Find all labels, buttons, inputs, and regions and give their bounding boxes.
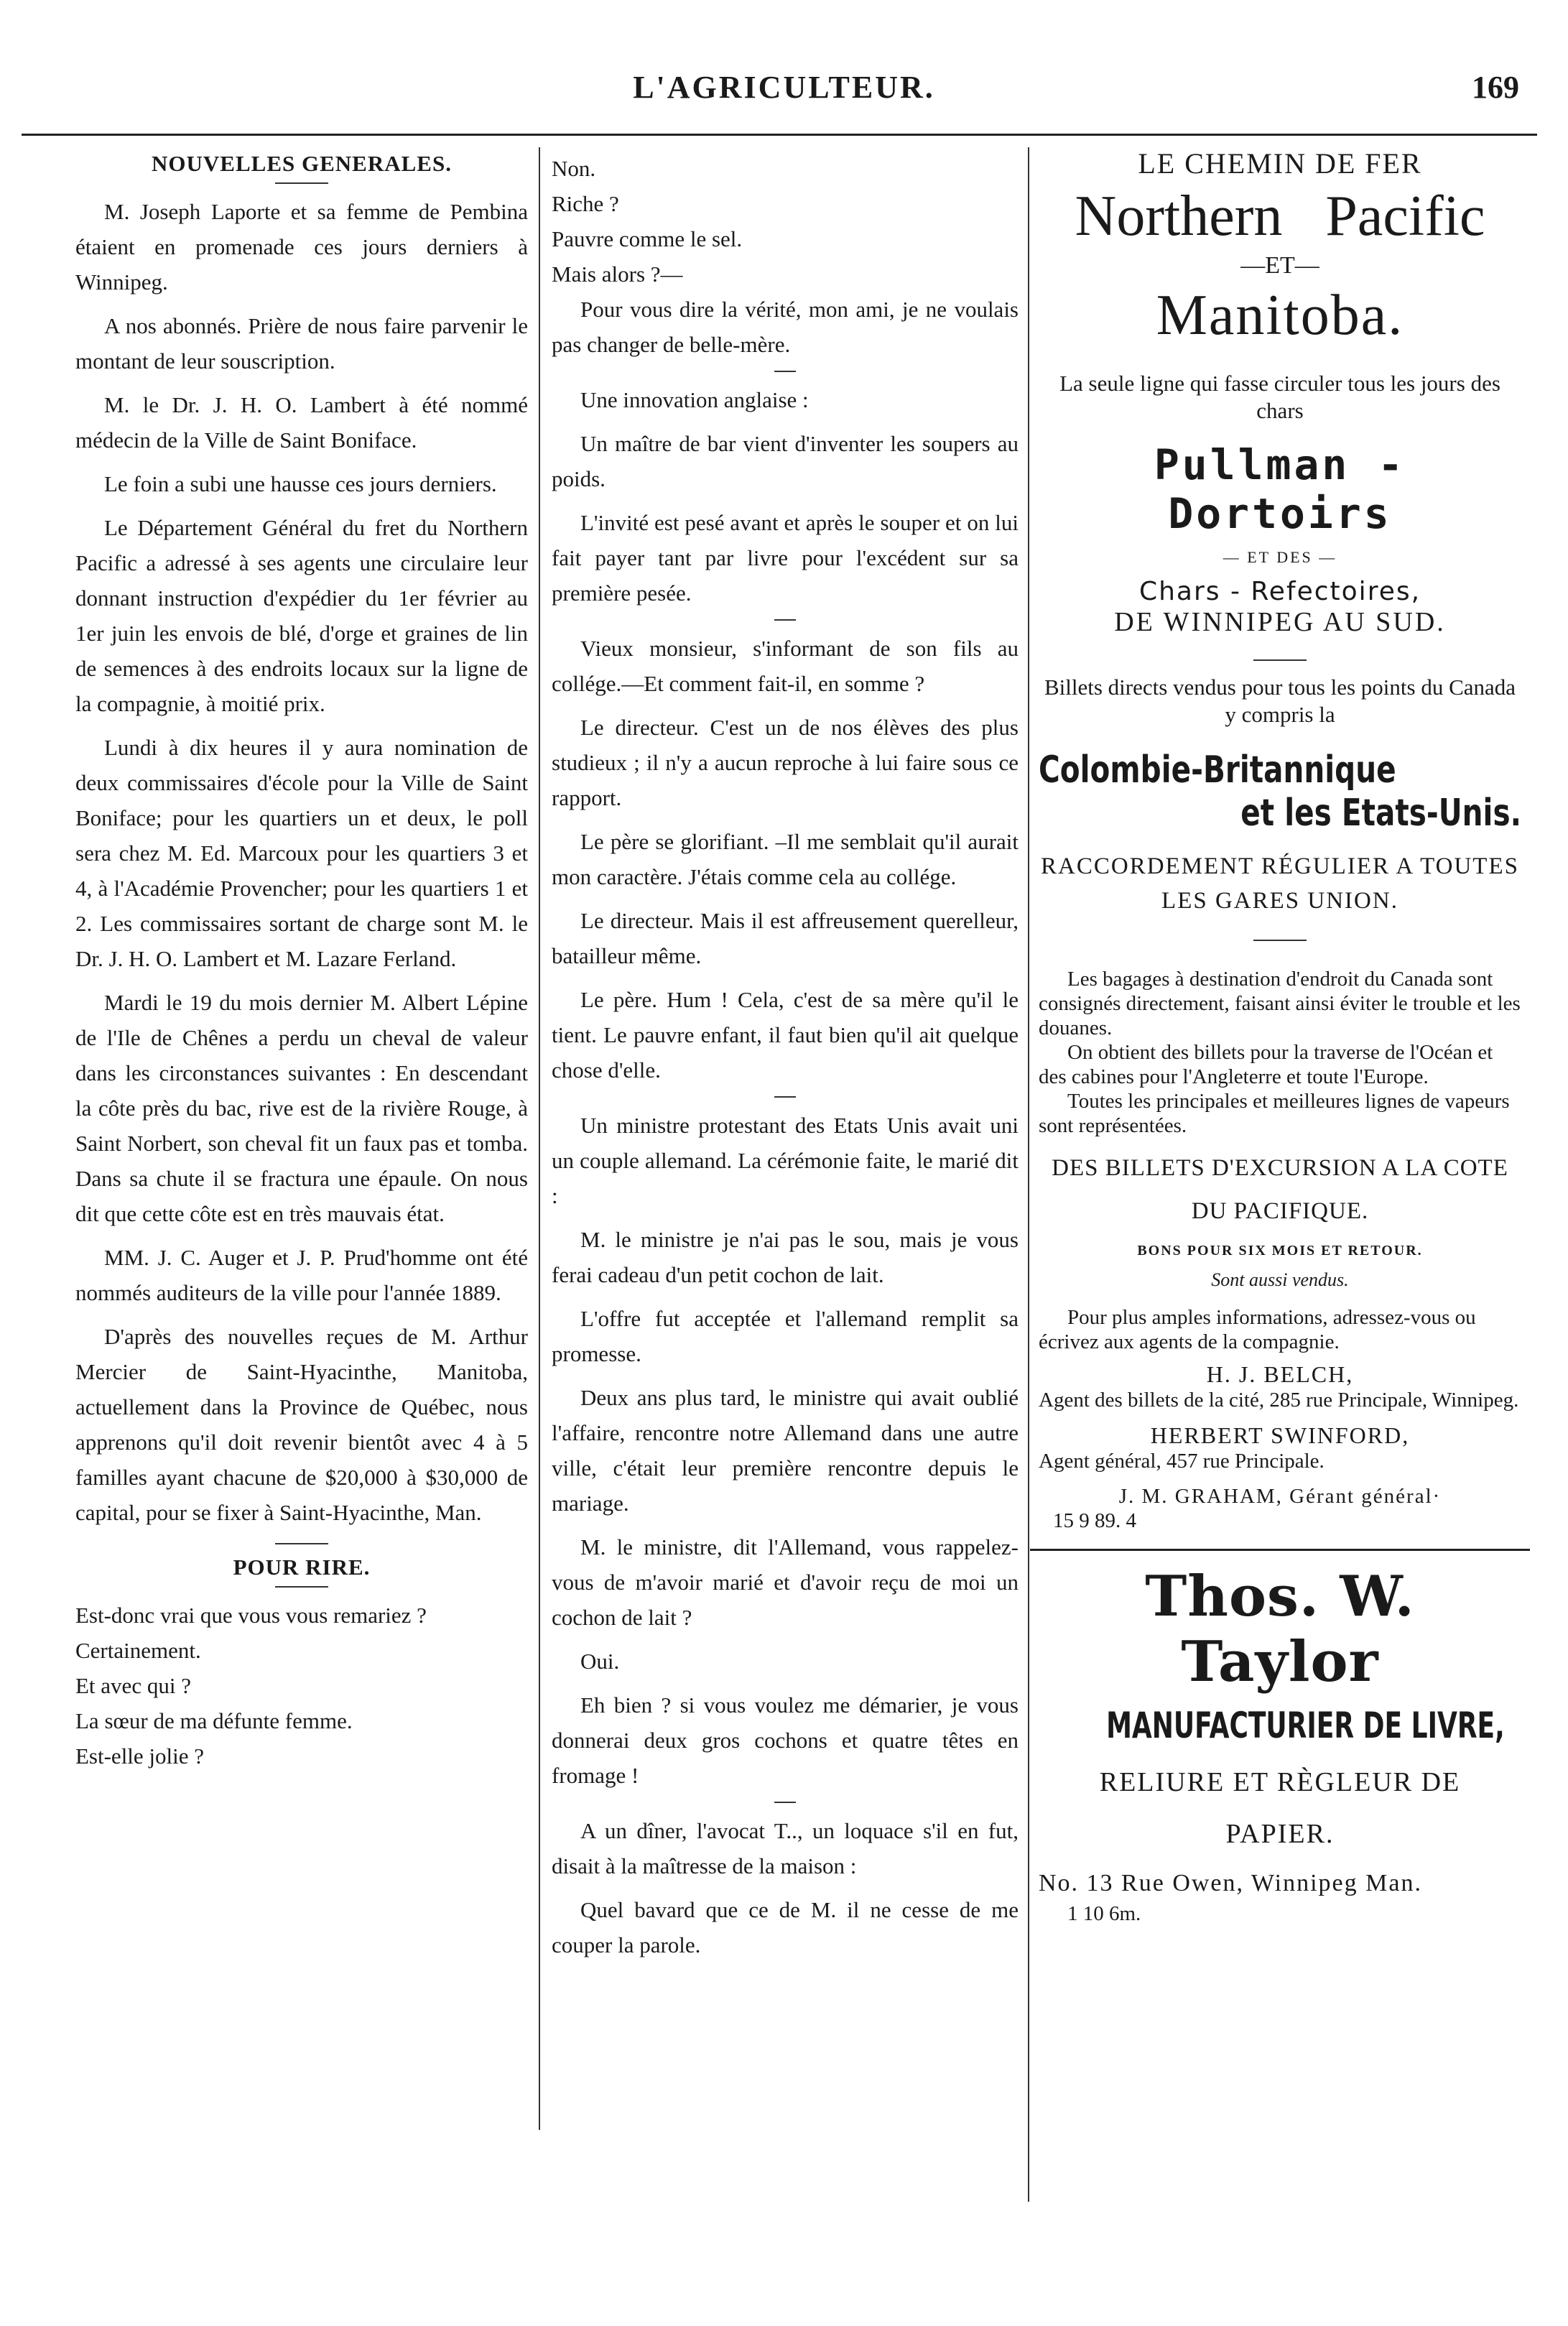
news-item: Lundi à dix heures il y aura nomination de deux commissaires d'école pour la Ville de Saint Boniface; pour les quartiers un et deux, le poll sera chez M. Ed. Marcoux pour les quartiers 3 et 4, à l'Académie Provencher; pour les quartiers 1 et 2. Les commissaires sortant de charge sont M. le Dr. J. H. O. Lambert et M. Lazare Ferland. <box>75 735 528 971</box>
dialog-line: Pour vous dire la vérité, mon ami, je ne voulais pas changer de belle-mère. <box>552 297 1019 357</box>
column-divider-1 <box>539 147 540 2130</box>
news-item: A nos abonnés. Prière de nous faire parvenir le montant de leur souscription. <box>75 313 528 374</box>
ad-railway-et-des: — ET DES — <box>1223 548 1337 566</box>
anecdote-line: Un ministre protestant des Etats Unis avait uni un couple allemand. La cérémonie faite, le marié dit : <box>552 1113 1019 1208</box>
news-item: M. le Dr. J. H. O. Lambert à été nommé médecin de la Ville de Saint Boniface. <box>75 392 528 453</box>
journal-title: L'AGRICULTEUR. <box>633 70 935 105</box>
divider <box>1253 940 1307 941</box>
divider <box>774 619 796 621</box>
ad-taylor-name: Thos. W. Taylor <box>1145 1564 1415 1695</box>
ad-railway-text: La seule ligne qui fasse circuler tous les jours des chars <box>1059 371 1500 423</box>
anecdote-line: Le directeur. C'est un de nos élèves des plus studieux ; il n'y a aucun reproche à lui faire sous ce rapport. <box>552 715 1019 810</box>
anecdote-line: Deux ans plus tard, le ministre qui avait oublié l'affaire, rencontre notre Allemand dans une autre ville, c'était leur première rencontre depuis le mariage. <box>552 1385 1019 1516</box>
ad-railway-raccordement: RACCORDEMENT RÉGULIER A TOUTES LES GARES UNION. <box>1041 853 1519 914</box>
anecdote-line: A un dîner, l'avocat T.., un loquace s'il en fut, disait à la maîtresse de la maison : <box>552 1818 1019 1878</box>
ad-taylor-code: 1 10 6m. <box>1067 1902 1141 1925</box>
ad-railway-etats-unis: et les Etats-Unis. <box>1240 792 1521 835</box>
anecdote-line: Eh bien ? si vous voulez me démarier, je vous donnerai deux gros cochons et quatre têtes en fromage ! <box>552 1692 1019 1788</box>
section-heading-pour-rire: POUR RIRE. <box>233 1554 371 1580</box>
column-3-advertisements <box>1039 144 1521 1926</box>
joke-line: Est-elle jolie ? <box>75 1743 205 1769</box>
anecdote-line: Vieux monsieur, s'informant de son fils au collége.—Et comment fait-il, en somme ? <box>552 636 1019 696</box>
dialog-line: Riche ? <box>552 191 619 216</box>
ad-railway-manitoba: Manitoba. <box>1156 284 1404 347</box>
dialog-line: Mais alors ?— <box>552 261 683 287</box>
joke-line: La sœur de ma défunte femme. <box>75 1708 353 1733</box>
column-1 <box>75 151 528 1774</box>
ad-taylor-manufacturier: MANUFACTURIER DE LIVRE, <box>1106 1705 1505 1746</box>
anecdote-line: L'offre fut acceptée et l'allemand remplit sa promesse. <box>552 1306 1019 1366</box>
ad-railway-text: On obtient des billets pour la traverse de l'Océan et des cabines pour l'Angleterre et toute l'Europe. <box>1039 1041 1493 1088</box>
anecdote-line: Oui. <box>580 1649 620 1674</box>
dialog-line: Pauvre comme le sel. <box>552 226 743 251</box>
anecdote-line: Le père se glorifiant. –Il me semblait qu'il aurait mon caractère. J'étais comme cela au collége. <box>552 829 1019 889</box>
ad-taylor-address: No. 13 Rue Owen, Winnipeg Man. <box>1039 1870 1422 1896</box>
ad-railway-text: Pour plus amples informations, adressez-vous ou écrivez aux agents de la compagnie. <box>1039 1306 1476 1353</box>
divider <box>1253 659 1307 661</box>
divider <box>774 371 796 372</box>
ad-railway-text: Toutes les principales et meilleures lignes de vapeurs sont représentées. <box>1039 1090 1510 1137</box>
ad-railway-text: Les bagages à destination d'endroit du Canada sont consignés directement, faisant ainsi éviter le trouble et les douanes. <box>1039 968 1521 1039</box>
ad-railway-agent-name: HERBERT SWINFORD, <box>1150 1422 1410 1448</box>
joke-line: Et avec qui ? <box>75 1673 191 1698</box>
ad-railway-name: Northern Pacific <box>1075 185 1485 248</box>
ad-railway-bons: BONS POUR SIX MOIS ET RETOUR. <box>1137 1243 1423 1259</box>
ad-railway-agent-name: J. M. GRAHAM, Gérant général· <box>1118 1485 1442 1508</box>
ad-taylor-papier: PAPIER. <box>1225 1819 1335 1849</box>
section-heading-nouvelles: NOUVELLES GENERALES. <box>152 151 452 176</box>
ad-railway-text: Agent général, 457 rue Principale. <box>1039 1450 1325 1473</box>
anecdote-line: Un maître de bar vient d'inventer les soupers au poids. <box>552 431 1019 491</box>
ad-separator <box>1030 1549 1530 1551</box>
divider <box>275 1586 328 1588</box>
anecdote-line: L'invité est pesé avant et après le souper et on lui fait payer tant par livre pour l'excédent sur sa première pesée. <box>552 510 1019 606</box>
ad-railway-colombie: Colombie-Britannique <box>1039 749 1396 792</box>
header-rule <box>22 134 1537 136</box>
anecdote-line: Quel bavard que ce de M. il ne cesse de me couper la parole. <box>552 1897 1019 1957</box>
news-item: Le foin a subi une hausse ces jours derniers. <box>104 471 497 496</box>
joke-line: Est-donc vrai que vous vous remariez ? <box>75 1603 427 1628</box>
divider <box>774 1096 796 1098</box>
anecdote-line: Une innovation anglaise : <box>580 387 809 412</box>
ad-railway-pullman: Pullman - Dortoirs <box>1154 440 1406 538</box>
ad-railway-text: Billets directs vendus pour tous les points du Canada y compris la <box>1044 675 1516 727</box>
news-item: MM. J. C. Auger et J. P. Prud'homme ont été nommés auditeurs de la ville pour l'année 1889. <box>75 1245 528 1305</box>
ad-railway-agent-name: H. J. BELCH, <box>1206 1361 1354 1387</box>
divider <box>275 1543 328 1544</box>
column-divider-2 <box>1028 147 1029 2202</box>
page-number: 169 <box>1472 70 1519 105</box>
column-2 <box>552 151 1019 1971</box>
news-item: Mardi le 19 du mois dernier M. Albert Lépine de l'Ile de Chênes a perdu un cheval de valeur dans les circonstances suivantes : En descendant la côte près du bac, rive est de la rivière Rouge, à Saint Norbert, son cheval fit un faux pas et tomba. Dans sa chute il se fractura une épaule. On nous dit que cette côte est en très mauvais état. <box>75 990 528 1226</box>
dialog-line: Non. <box>552 156 596 181</box>
anecdote-line: M. le ministre, dit l'Allemand, vous rappelez-vous de m'avoir marié et d'avoir reçu de moi un cochon de lait ? <box>552 1534 1019 1630</box>
anecdote-line: Le père. Hum ! Cela, c'est de sa mère qu'il le tient. Le pauvre enfant, il faut bien qu'il ait quelque chose d'elle. <box>552 987 1019 1083</box>
joke-line: Certainement. <box>75 1638 201 1663</box>
news-item: M. Joseph Laporte et sa femme de Pembina étaient en promenade ces jours derniers à Winnipeg. <box>75 199 528 295</box>
ad-railway-vendus: Sont aussi vendus. <box>1211 1269 1349 1290</box>
ad-taylor-reliure: RELIURE ET RÈGLEUR DE <box>1099 1767 1461 1797</box>
news-item: D'après des nouvelles reçues de M. Arthur Mercier de Saint-Hyacinthe, Manitoba, actuellement dans la Province de Québec, nous apprenons qu'il doit revenir bientôt avec 4 à 5 familles ayant chacune de $20,000 à $30,000 de capital, pour se fixer à Saint-Hyacinthe, Man. <box>75 1324 528 1525</box>
ad-railway-chars: Chars - Refectoires, <box>1138 577 1421 606</box>
ad-railway-et: —ET— <box>1240 252 1319 279</box>
anecdote-line: Le directeur. Mais il est affreusement querelleur, batailleur même. <box>552 908 1019 968</box>
ad-railway-code: 15 9 89. 4 <box>1053 1509 1136 1532</box>
news-item: Le Département Général du fret du Northern Pacific a adressé à ses agents une circulaire leur donnant instruction d'expédier du 1er février au 1er juin les envois de blé, d'orge et graines de lin de semences à des endroits locaux sur la ligne de la compagnie, à moitié prix. <box>75 515 528 716</box>
page-header <box>0 69 1568 119</box>
anecdote-line: M. le ministre je n'ai pas le sou, mais je vous ferai cadeau d'un petit cochon de lait. <box>552 1227 1019 1287</box>
divider <box>275 182 328 184</box>
ad-railway-text: Agent des billets de la cité, 285 rue Principale, Winnipeg. <box>1039 1389 1519 1412</box>
divider <box>774 1802 796 1803</box>
ad-railway-excursion: DES BILLETS D'EXCURSION A LA COTE DU PACIFIQUE. <box>1052 1155 1508 1224</box>
ad-railway-heading: LE CHEMIN DE FER <box>1138 147 1422 180</box>
ad-railway-winnipeg: DE WINNIPEG AU SUD. <box>1114 607 1446 637</box>
